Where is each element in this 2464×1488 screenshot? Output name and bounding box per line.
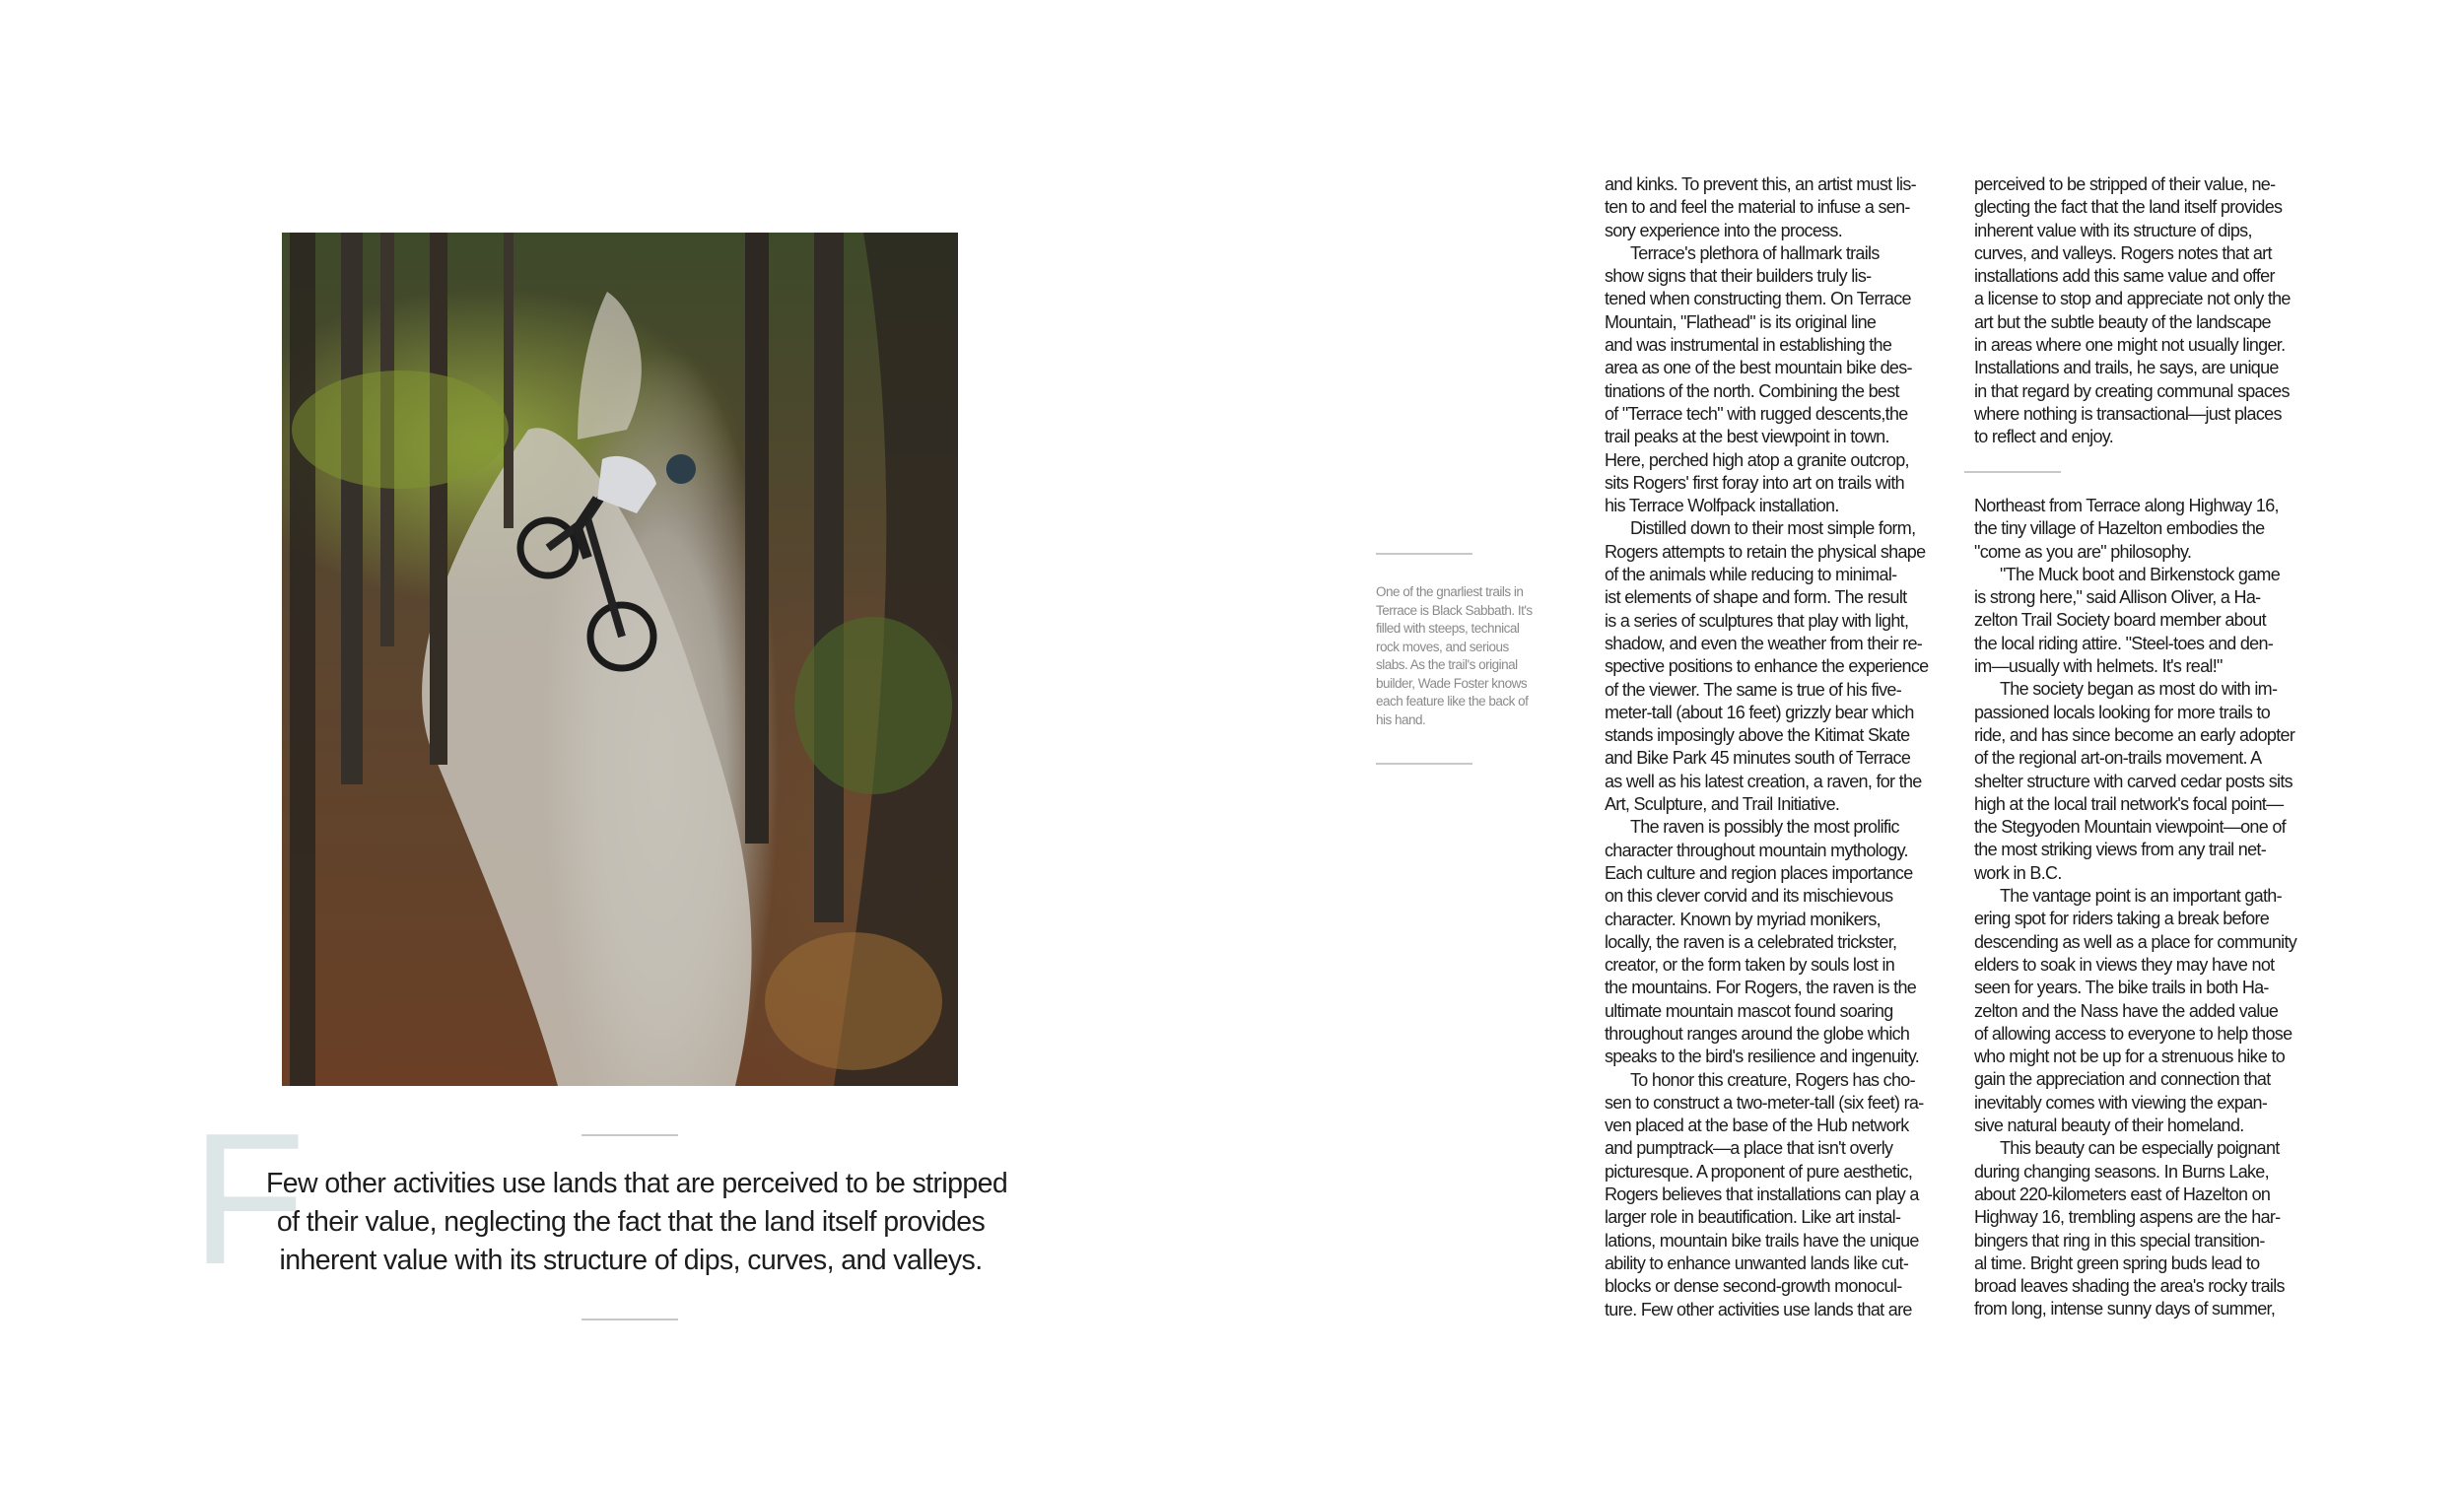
pull-quote-line: Few other activities use lands that are perceived to be stripped: [266, 1168, 1008, 1199]
text-line: ultimate mountain mascot found soaring: [1605, 1000, 1893, 1021]
text-line: sen to construct a two-meter-tall (six feet) ra-: [1605, 1092, 1924, 1113]
pullquote-top-rule: [582, 1134, 678, 1136]
text-line: To honor this creature, Rogers has cho-: [1630, 1069, 1915, 1090]
text-line: of allowing access to everyone to help those: [1974, 1023, 2293, 1044]
text-line: tened when constructing them. On Terrace: [1605, 289, 1911, 309]
text-line: his Terrace Wolfpack installation.: [1605, 496, 1839, 516]
text-line: glecting the fact that the land itself provides: [1974, 197, 2283, 218]
text-line: of the viewer. The same is true of his five-: [1605, 679, 1902, 700]
text-line: creator, or the form taken by souls lost in: [1605, 955, 1895, 976]
text-line: ering spot for riders taking a break before: [1974, 909, 2270, 929]
text-line: broad leaves shading the area's rocky trails: [1974, 1276, 2285, 1297]
text-line: ride, and has since become an early adopter: [1974, 724, 2295, 745]
text-line: of "Terrace tech" with rugged descents,the: [1605, 403, 1908, 424]
text-line: ten to and feel the material to infuse a sen-: [1605, 197, 1910, 218]
mountain-bike-rider-photo-icon: [282, 233, 958, 1086]
text-line: in that regard by creating communal spaces: [1974, 380, 2290, 401]
text-line: zelton Trail Society board member about: [1974, 610, 2266, 631]
text-line: blocks or dense second-growth monocul-: [1605, 1276, 1902, 1297]
text-line: spective positions to enhance the experience: [1605, 656, 1929, 677]
text-line: ist elements of shape and form. The result: [1605, 587, 1907, 608]
text-line: elders to soak in views they may have not: [1974, 954, 2275, 975]
text-line: builder, Wade Foster knows: [1376, 675, 1528, 691]
text-line: the local riding attire. "Steel-toes and den-: [1974, 633, 2274, 653]
pullquote-bottom-rule: [582, 1319, 678, 1320]
text-line: The raven is possibly the most prolific: [1630, 817, 1899, 838]
text-line: ture. Few other activities use lands that are: [1605, 1299, 1912, 1319]
text-line: who might not be up for a strenuous hike to: [1974, 1047, 2286, 1067]
text-line: Art, Sculpture, and Trail Initiative.: [1605, 794, 1840, 815]
text-line: One of the gnarliest trails in: [1376, 584, 1524, 599]
text-line: as well as his latest creation, a raven, for the: [1605, 771, 1922, 791]
text-line: sory experience into the process.: [1605, 220, 1843, 240]
text-line: art but the subtle beauty of the landscape: [1974, 311, 2271, 332]
text-line: im—usually with helmets. It's real!": [1974, 656, 2223, 677]
text-line: stands imposingly above the Kitimat Skate: [1605, 725, 1910, 746]
text-line: The vantage point is an important gath-: [2000, 886, 2282, 907]
text-line: a license to stop and appreciate not only the: [1974, 289, 2291, 309]
text-line: "The Muck boot and Birkenstock game: [2000, 564, 2281, 584]
text-line: Highway 16, trembling aspens are the har-: [1974, 1207, 2281, 1228]
text-line: sive natural beauty of their homeland.: [1974, 1116, 2244, 1136]
text-line: character. Known by myriad monikers,: [1605, 909, 1881, 929]
text-line: his hand.: [1376, 711, 1426, 727]
text-line: is strong here," said Allison Oliver, a Ha-: [1974, 587, 2261, 608]
text-line: Mountain, "Flathead" is its original line: [1605, 311, 1877, 332]
text-line: shelter structure with carved cedar posts sits: [1974, 771, 2293, 791]
text-line: the most striking views from any trail net-: [1974, 840, 2267, 860]
text-line: zelton and the Nass have the added value: [1974, 1000, 2279, 1021]
text-line: filled with steeps, technical: [1376, 621, 1520, 636]
text-line: Northeast from Terrace along Highway 16,: [1974, 496, 2279, 515]
text-line: and Bike Park 45 minutes south of Terrace: [1605, 748, 1911, 769]
text-line: work in B.C.: [1974, 862, 2062, 883]
text-line: al time. Bright green spring buds lead to: [1974, 1252, 2260, 1273]
text-line: gain the appreciation and connection that: [1974, 1069, 2271, 1090]
text-line: on this clever corvid and its mischievous: [1605, 886, 1893, 907]
pull-quote-line: of their value, neglecting the fact that the land itself provides: [276, 1206, 986, 1238]
photo-caption: [1376, 583, 1557, 729]
text-line: from long, intense sunny days of summer,: [1974, 1299, 2276, 1319]
text-line: trail peaks at the best viewpoint in town.: [1605, 427, 1889, 447]
text-line: in areas where one might not usually linger.: [1974, 335, 2286, 356]
text-line: high at the local trail network's focal point—: [1974, 793, 2284, 814]
text-line: and pumptrack—a place that isn't overly: [1605, 1138, 1893, 1159]
text-line: Rogers believes that installations can play a: [1605, 1184, 1919, 1205]
text-line: bingers that ring in this special transition-: [1974, 1230, 2265, 1251]
section-rule: [1964, 471, 2061, 473]
text-line: the tiny village of Hazelton embodies the: [1974, 518, 2265, 539]
text-line: rock moves, and serious: [1376, 639, 1509, 654]
text-line: locally, the raven is a celebrated trickster,: [1605, 931, 1897, 952]
text-line: This beauty can be especially poignant: [2000, 1138, 2280, 1159]
text-line: character throughout mountain mythology.: [1605, 840, 1908, 860]
text-line: sits Rogers' first foray into art on trails with: [1605, 472, 1904, 493]
text-line: and was instrumental in establishing the: [1605, 335, 1892, 356]
text-line: Terrace is Black Sabbath. It's: [1376, 602, 1533, 618]
drop-cap: F: [191, 1095, 307, 1304]
text-line: to reflect and enjoy.: [1974, 427, 2114, 447]
body-column-2-bottom: [1974, 495, 2333, 1321]
text-line: speaks to the bird's resilience and ingenuity.: [1605, 1047, 1920, 1067]
pull-quote: [266, 1165, 1008, 1280]
text-line: ven placed at the base of the Hub network: [1605, 1116, 1909, 1136]
text-line: descending as well as a place for community: [1974, 931, 2297, 952]
text-line: seen for years. The bike trails in both Ha-: [1974, 978, 2269, 998]
text-line: shadow, and even the weather from their re-: [1605, 633, 1923, 653]
text-line: about 220-kilometers east of Hazelton on: [1974, 1184, 2271, 1204]
text-line: slabs. As the trail's original: [1376, 657, 1518, 672]
caption-top-rule: [1376, 553, 1472, 555]
text-line: ability to enhance unwanted lands like cut-: [1605, 1252, 1909, 1273]
text-line: Each culture and region places importance: [1605, 862, 1913, 883]
text-line: where nothing is transactional—just places: [1974, 403, 2282, 424]
text-line: and kinks. To prevent this, an artist must lis-: [1605, 174, 1916, 194]
text-line: The society began as most do with im-: [2000, 679, 2278, 700]
text-line: Terrace's plethora of hallmark trails: [1630, 242, 1880, 263]
text-line: during changing seasons. In Burns Lake,: [1974, 1161, 2269, 1182]
text-line: passioned locals looking for more trails to: [1974, 702, 2271, 722]
text-line: Here, perched high atop a granite outcrop,: [1605, 449, 1909, 470]
body-column-1: [1605, 173, 1963, 1321]
body-column-2-top: [1974, 173, 2333, 449]
text-line: Installations and trails, he says, are unique: [1974, 358, 2279, 378]
text-line: of the animals while reducing to minimal-: [1605, 565, 1897, 585]
text-line: is a series of sculptures that play with light,: [1605, 610, 1909, 631]
text-line: installations add this same value and offer: [1974, 266, 2275, 287]
text-line: each feature like the back of: [1376, 694, 1529, 709]
pull-quote-line: inherent value with its structure of dips, curves, and valleys.: [279, 1245, 983, 1276]
text-line: meter-tall (about 16 feet) grizzly bear which: [1605, 702, 1914, 722]
text-line: lations, mountain bike trails have the unique: [1605, 1230, 1919, 1251]
text-line: tinations of the north. Combining the best: [1605, 380, 1899, 401]
text-line: "come as you are" philosophy.: [1974, 541, 2192, 562]
text-line: area as one of the best mountain bike des-: [1605, 358, 1912, 378]
caption-bottom-rule: [1376, 763, 1472, 765]
mountain-bike-photo: [282, 233, 958, 1086]
text-line: the Stegyoden Mountain viewpoint—one of: [1974, 817, 2286, 838]
text-line: picturesque. A proponent of pure aesthetic,: [1605, 1161, 1913, 1182]
text-line: of the regional art-on-trails movement. A: [1974, 748, 2262, 769]
text-line: Rogers attempts to retain the physical shape: [1605, 541, 1926, 562]
text-line: throughout ranges around the globe which: [1605, 1023, 1910, 1044]
text-line: Distilled down to their most simple form,: [1630, 518, 1916, 539]
text-line: curves, and valleys. Rogers notes that art: [1974, 242, 2272, 263]
text-line: inevitably comes with viewing the expan-: [1974, 1092, 2268, 1113]
text-line: show signs that their builders truly lis-: [1605, 266, 1872, 287]
text-line: perceived to be stripped of their value, ne-: [1974, 174, 2276, 194]
text-line: inherent value with its structure of dips,: [1974, 220, 2252, 240]
text-line: larger role in beautification. Like art instal-: [1605, 1207, 1901, 1228]
text-line: the mountains. For Rogers, the raven is the: [1605, 978, 1917, 998]
